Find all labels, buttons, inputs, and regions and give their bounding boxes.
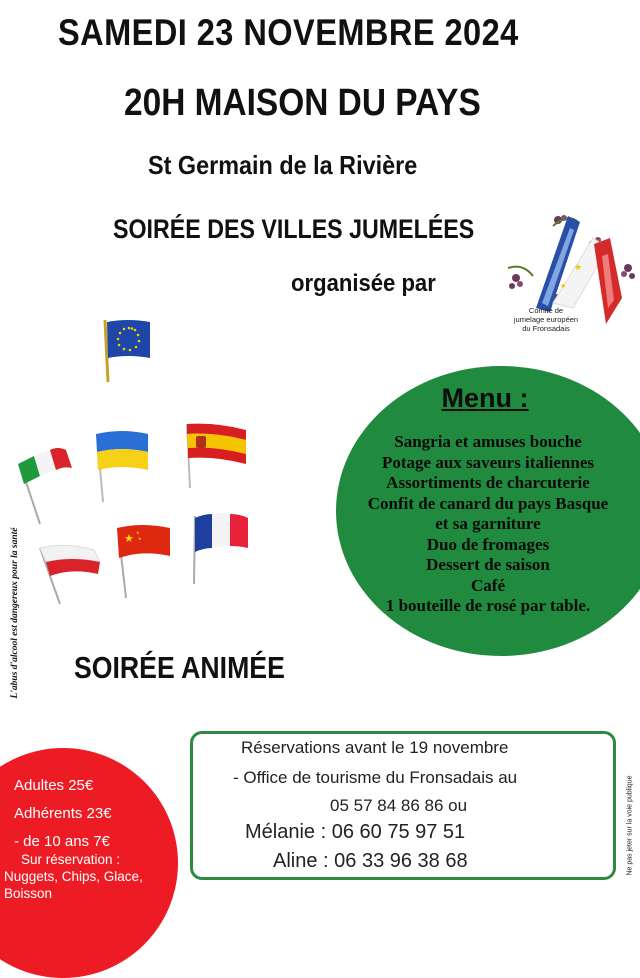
france-flag [188,510,252,586]
menu-item: 1 bouteille de rosé par table. [385,596,591,615]
event-name: SOIRÉE DES VILLES JUMELÉES [113,214,475,244]
reservation-note-items: Nuggets, Chips, Glace, [4,869,143,884]
reservation-deadline: Réservations avant le 19 novembre [241,738,509,757]
litter-notice-text: Ne pas jeter sur la voie publique [626,775,634,876]
european-union-flag [100,318,156,384]
menu-item: Dessert de saison [426,555,550,574]
alcohol-warning-text: L'abus d'alcool est dangereux pour la santé [10,527,20,699]
event-time-place: 20H MAISON DU PAYS [124,82,481,124]
menu-list [338,432,638,617]
animated-evening-label: SOIRÉE ANIMÉE [74,650,285,685]
price-members: Adhérents 23€ [14,805,112,822]
reservation-office-phone: 05 57 84 86 86 ou [330,796,468,815]
menu-item: et sa garniture [435,514,541,533]
poland-flag [36,540,106,606]
svg-text:★: ★ [124,533,134,545]
svg-text:★: ★ [574,262,583,272]
menu-title: Menu : [441,383,529,413]
menu-item: Confit de canard du pays Basque [367,493,609,513]
event-date: SAMEDI 23 NOVEMBRE 2024 [58,12,519,53]
reservation-note-items: Boisson [4,886,53,901]
menu-item: Café [471,575,505,595]
litter-notice [624,748,636,908]
svg-text:★: ★ [136,530,140,535]
logo-caption-line: du Fronsadais [522,324,570,333]
ukraine-flag [90,428,152,504]
reservation-contact-melanie: Mélanie : 06 60 75 97 51 [245,821,466,843]
reservation-contact-aline: Aline : 06 33 96 38 68 [273,850,468,872]
reservation-office: - Office de tourisme du Fronsadais au [233,768,518,787]
price-children: - de 10 ans 7€ [14,833,110,850]
logo-caption [498,306,594,333]
italy-flag [14,446,74,526]
alcohol-warning [8,480,22,750]
menu-item: Assortiments de charcuterie [386,473,590,492]
menu-item: Sangria et amuses bouche [394,432,582,451]
menu-item: Duo de fromages [426,534,550,554]
svg-text:★: ★ [560,283,567,290]
price-adults: Adultes 25€ [14,777,94,794]
menu-item: Potage aux saveurs italiennes [381,452,595,472]
organised-by-label: organisée par [291,270,436,297]
event-location: St Germain de la Rivière [148,150,418,180]
spain-flag [182,420,250,490]
china-flag [110,520,174,600]
logo-caption-line: Comité de [528,306,564,315]
svg-text:★: ★ [138,536,142,541]
reservation-note: Sur réservation : [21,852,121,867]
logo-caption-line: jumelage européen [513,315,579,324]
